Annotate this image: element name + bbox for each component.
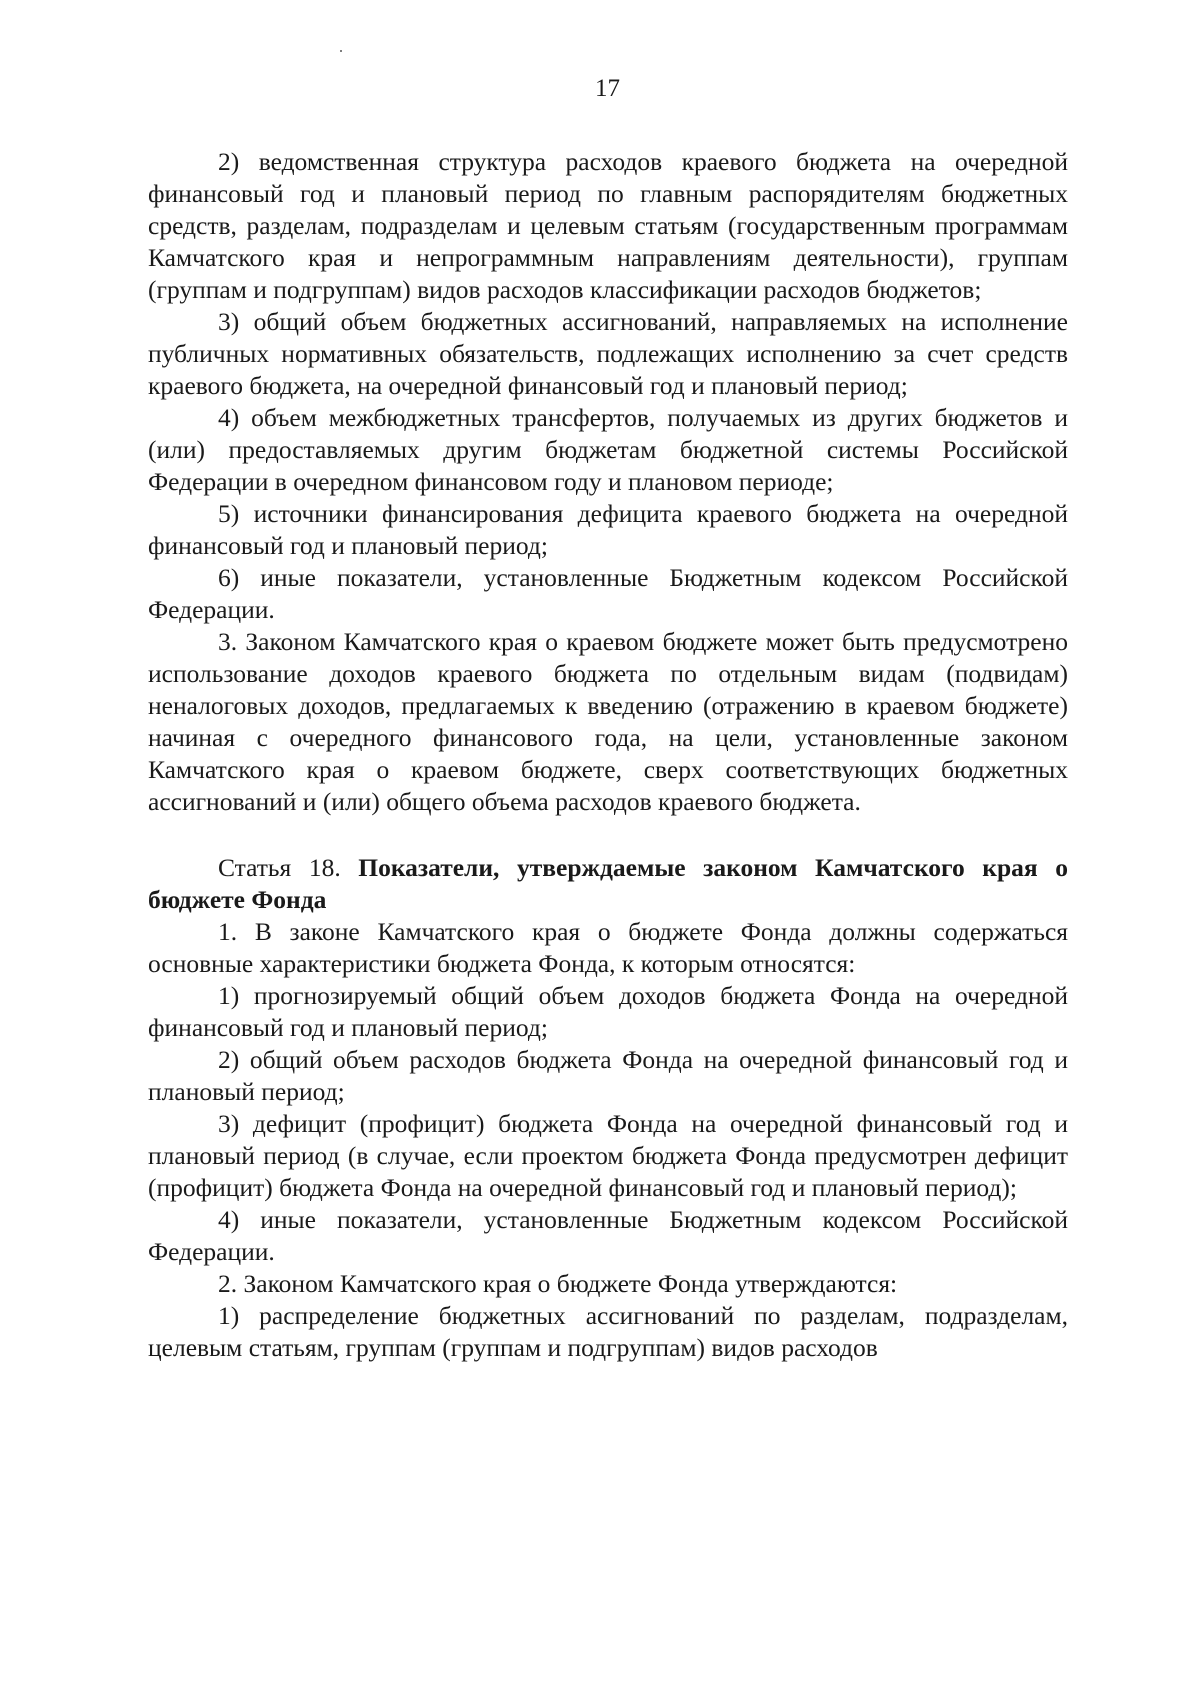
article-title: Показатели, утверждаемые законом Камчатского края о бюджете Фонда — [148, 853, 1068, 914]
paragraph: 4) иные показатели, установленные Бюджетным кодексом Российской Федерации. — [148, 1205, 1068, 1266]
paragraph: 2. Законом Камчатского края о бюджете Фонда утверждаются: — [218, 1269, 898, 1298]
paragraph: 3) дефицит (профицит) бюджета Фонда на очередной финансовый год и плановый период (в случае, если проектом бюджета Фонда предусмотрен дефицит (профицит) бюджета Фонда на очередной финансовый год и плановый период); — [148, 1109, 1068, 1202]
section-spacer — [148, 818, 1068, 852]
page-number: 17 — [595, 75, 620, 102]
paragraph: 3) общий объем бюджетных ассигнований, направляемых на исполнение публичных нормативных обязательств, подлежащих исполнению за счет средств краевого бюджета, на очередной финансовый год и плановый период; — [148, 307, 1068, 400]
article-number: Статья 18. — [218, 853, 359, 882]
article-heading — [148, 852, 1068, 916]
paragraph: 6) иные показатели, установленные Бюджетным кодексом Российской Федерации. — [148, 563, 1068, 624]
paragraph: 5) источники финансирования дефицита краевого бюджета на очередной финансовый год и плановый период; — [148, 499, 1068, 560]
document-body — [148, 146, 1068, 1364]
paragraph: 4) объем межбюджетных трансфертов, получаемых из других бюджетов и (или) предоставляемых другим бюджетам бюджетной системы Российской Федерации в очередном финансовом году и плановом периоде; — [148, 403, 1068, 496]
scan-speck — [340, 50, 342, 52]
paragraph: 1. В законе Камчатского края о бюджете Фонда должны содержаться основные характеристики бюджета Фонда, к которым относятся: — [148, 917, 1068, 978]
paragraph: 3. Законом Камчатского края о краевом бюджете может быть предусмотрено использование доходов краевого бюджета по отдельным видам (подвидам) неналоговых доходов, предлагаемых к введению (отражению в краевом бюджете) начиная с очередного финансового года, на цели, установленные законом Камчатского края о краевом бюджете, сверх соответствующих бюджетных ассигнований и (или) общего объема расходов краевого бюджета. — [148, 627, 1068, 816]
paragraph: 2) общий объем расходов бюджета Фонда на очередной финансовый год и плановый период; — [148, 1045, 1068, 1106]
paragraph: 1) прогнозируемый общий объем доходов бюджета Фонда на очередной финансовый год и плановый период; — [148, 981, 1068, 1042]
paragraph: 1) распределение бюджетных ассигнований по разделам, подразделам, целевым статьям, группам (группам и подгруппам) видов расходов — [148, 1301, 1068, 1362]
paragraph: 2) ведомственная структура расходов краевого бюджета на очередной финансовый год и плановый период по главным распорядителям бюджетных средств, разделам, подразделам и целевым статьям (государственным программам Камчатского края и непрограммным направлениям деятельности), группам (группам и подгруппам) видов расходов классификации расходов бюджетов; — [148, 147, 1068, 304]
